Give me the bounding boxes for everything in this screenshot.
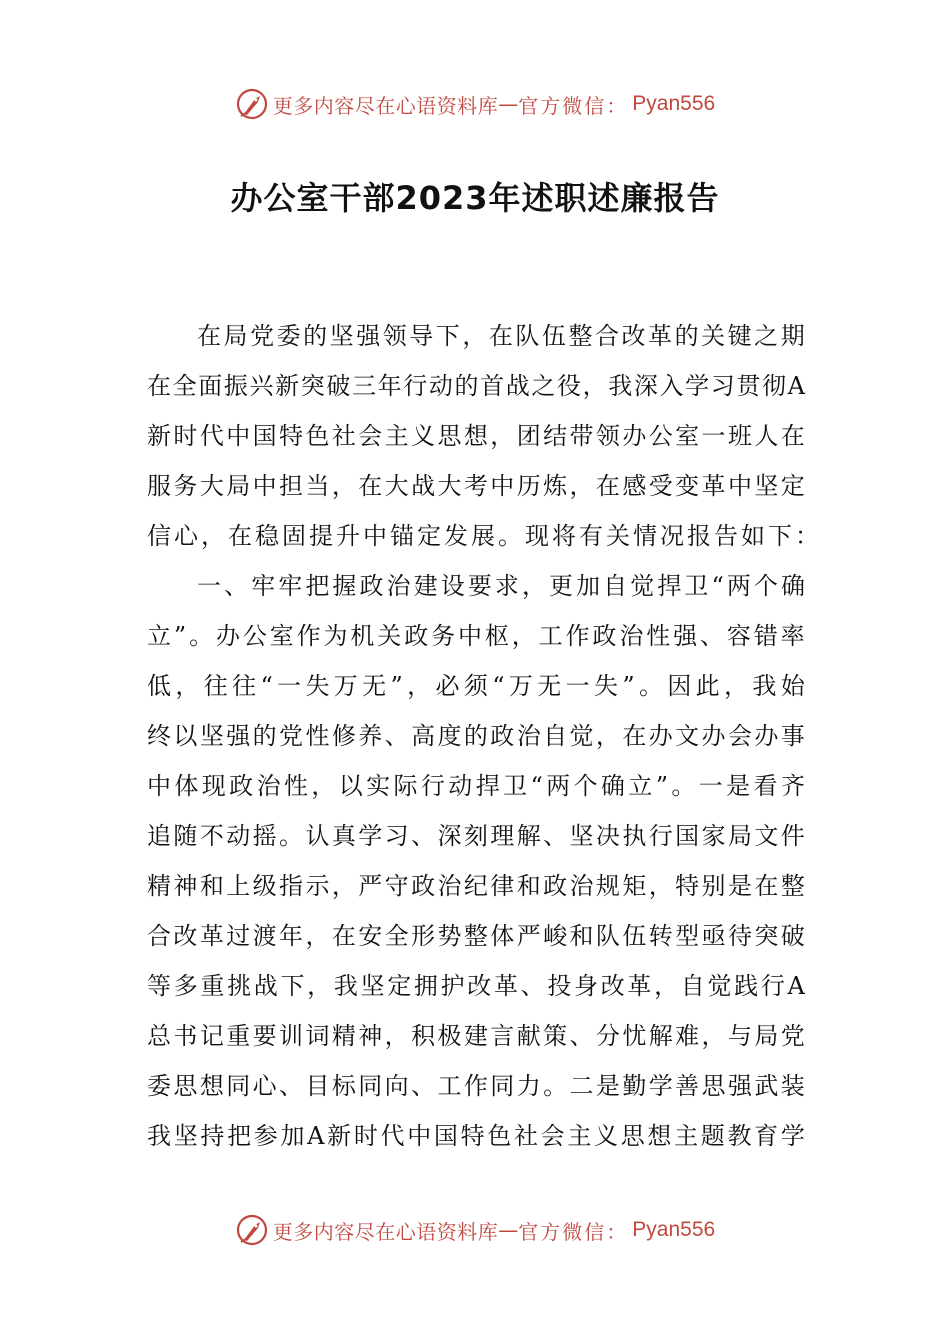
banner-site-text: 更多内容尽在心语资料库 [272, 93, 499, 118]
body-line: 信心，在稳固提升中锚定发展。现将有关情况报告如下： [147, 522, 822, 550]
body-line: 追 随 不 动 摇 。 认 真 学 习 、 深 刻 理 解 、 坚 决 执 行 国 家 局 文 件 [147, 822, 805, 850]
body-line: 终 以 坚 强 的 党 性 修 养 、 高 度 的 政 治 自 觉 ， 在 办 文 办 会 办 事 [147, 722, 805, 750]
banner-wechat-label: 官方微信： [518, 93, 629, 118]
banner-wechat-label: 官方微信： [518, 1219, 629, 1244]
body-line: 立 ” 。 办 公 室 作 为 机 关 政 务 中 枢 ， 工 作 政 治 性 强 、 容 错 率 [147, 622, 805, 650]
pen-nib-logo-icon [235, 87, 269, 121]
banner-separator: — [498, 1218, 519, 1242]
banner-wechat-id: Pyan556 [632, 92, 716, 115]
body-line: 在 全 面 振 兴 新 突 破 三 年 行 动 的 首 战 之 役 ， 我 深 入 学 习 贯 彻 A [147, 372, 805, 400]
banner-site-text: 更多内容尽在心语资料库 [272, 1219, 499, 1244]
document-title: 办公室干部2023年述职述廉报告 [230, 179, 720, 217]
watermark-banner-bottom [0, 1210, 950, 1250]
banner-wechat-id: Pyan556 [632, 1218, 716, 1241]
pen-nib-logo-icon [235, 1213, 269, 1247]
body-line: 等 多 重 挑 战 下 ， 我 坚 定 拥 护 改 革 、 投 身 改 革 ， 自 觉 践 行 A [147, 972, 805, 1000]
document-body [147, 311, 822, 1161]
body-line: 在 局 党 委 的 坚 强 领 导 下 ， 在 队 伍 整 合 改 革 的 关 键 之 期 [197, 322, 805, 350]
body-line: 我 坚 持 把 参 加 A 新 时 代 中 国 特 色 社 会 主 义 思 想 主 题 教 育 学 [147, 1122, 805, 1150]
body-line: 低 ， 往 往 “ 一 失 万 无 ” ， 必 须 “ 万 无 一 失 ” 。 因 此 ， 我 始 [147, 672, 805, 700]
body-line: 服 务 大 局 中 担 当 ， 在 大 战 大 考 中 历 炼 ， 在 感 受 变 革 中 坚 定 [147, 472, 805, 500]
body-line: 精 神 和 上 级 指 示 ， 严 守 政 治 纪 律 和 政 治 规 矩 ， 特 别 是 在 整 [147, 872, 805, 900]
body-line: 合 改 革 过 渡 年 ， 在 安 全 形 势 整 体 严 峻 和 队 伍 转 型 亟 待 突 破 [147, 922, 805, 950]
body-line: 一 、 牢 牢 把 握 政 治 建 设 要 求 ， 更 加 自 觉 捍 卫 “ 两 个 确 [197, 572, 805, 600]
banner-separator: — [498, 92, 519, 116]
body-line: 委 思 想 同 心 、 目 标 同 向 、 工 作 同 力 。 二 是 勤 学 善 思 强 武 装 [147, 1072, 805, 1100]
body-line: 中 体 现 政 治 性 ， 以 实 际 行 动 捍 卫 “ 两 个 确 立 ” 。 一 是 看 齐 [147, 772, 805, 800]
watermark-banner-top [0, 84, 950, 124]
body-line: 总 书 记 重 要 训 词 精 神 ， 积 极 建 言 献 策 、 分 忧 解 难 ， 与 局 党 [147, 1022, 805, 1050]
body-line: 新 时 代 中 国 特 色 社 会 主 义 思 想 ， 团 结 带 领 办 公 室 一 班 人 在 [147, 422, 805, 450]
